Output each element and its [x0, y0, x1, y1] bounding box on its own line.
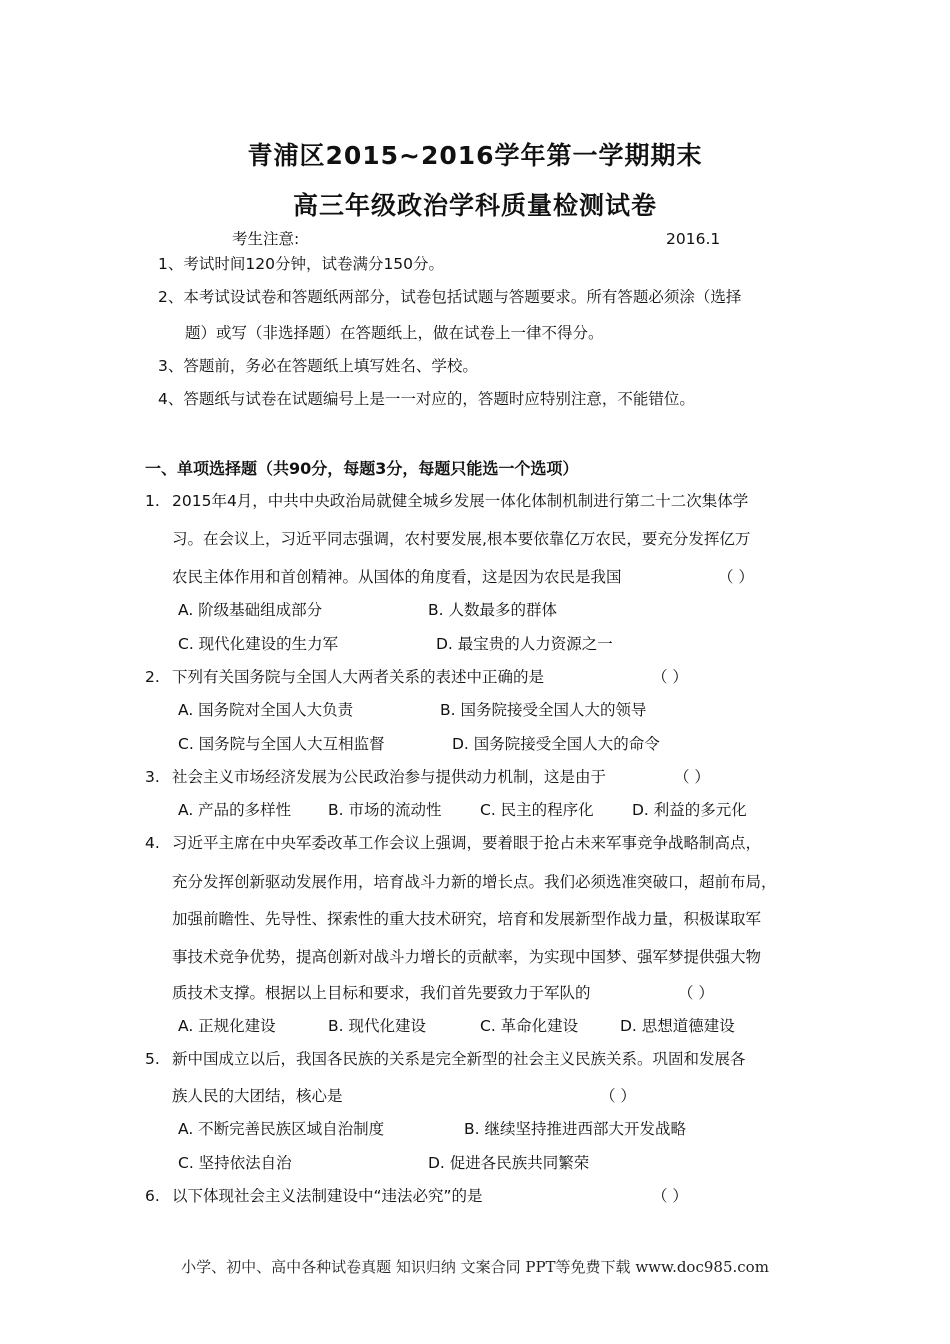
question-number: 2. [145, 668, 160, 686]
question-number: 3. [145, 768, 160, 786]
exam-title-line2: 高三年级政治学科质量检测试卷 [292, 191, 657, 220]
exam-title-line1: 青浦区2015~2016学年第一学期期末 [247, 141, 703, 170]
option-c: C. 民主的程序化 [480, 801, 594, 819]
option-c: C. 革命化建设 [480, 1017, 579, 1035]
option-c: C. 国务院与全国人大互相监督 [178, 735, 385, 753]
question-stem-line: 质技术支撑。根据以上目标和要求，我们首先要致力于军队的 [172, 984, 591, 1002]
question-number: 4. [145, 834, 160, 852]
question-number: 5. [145, 1050, 160, 1068]
option-a: A. 产品的多样性 [178, 801, 292, 819]
answer-bracket: （ ） [678, 984, 714, 1002]
question-number: 6. [145, 1187, 160, 1205]
question-stem-line: 以下体现社会主义法制建设中“违法必究”的是 [172, 1187, 483, 1205]
option-b: B. 现代化建设 [328, 1017, 426, 1035]
option-d: D. 思想道德建设 [620, 1017, 735, 1035]
option-a: A. 不断完善民族区域自治制度 [178, 1120, 385, 1138]
option-d: D. 国务院接受全国人大的命令 [452, 735, 660, 753]
question-stem-line: 事技术竞争优势，提高创新对战斗力增长的贡献率，为实现中国梦、强军梦提供强大物 [172, 948, 762, 966]
question-stem-line: 新中国成立以后，我国各民族的关系是完全新型的社会主义民族关系。巩固和发展各 [172, 1050, 746, 1068]
option-c: C. 现代化建设的生力军 [178, 635, 339, 653]
option-b: B. 国务院接受全国人大的领导 [440, 701, 647, 719]
option-c: C. 坚持依法自治 [178, 1154, 292, 1172]
notice-label: 考生注意: [232, 230, 300, 248]
question-stem-line: 习。在会议上，习近平同志强调，农村要发展,根本要依靠亿万农民，要充分发挥亿万 [172, 530, 751, 548]
footer-note: 小学、初中、高中各种试卷真题 知识归纳 文案合同 PPT等免费下载 www.doc985.com [181, 1258, 769, 1276]
notice-item: 4、答题纸与试卷在试题编号上是一一对应的，答题时应特别注意，不能错位。 [158, 390, 695, 408]
option-b: B. 人数最多的群体 [428, 601, 557, 619]
answer-bracket: （ ） [652, 668, 688, 686]
answer-bracket: （ ） [718, 568, 754, 586]
question-stem-line: 充分发挥创新驱动发展作用，培育战斗力新的增长点。我们必须选准突破口，超前布局， [172, 873, 777, 891]
question-stem-line: 习近平主席在中央军委改革工作会议上强调，要着眼于抢占未来军事竞争战略制高点， [172, 834, 762, 852]
section-heading: 一、单项选择题（共90分，每题3分，每题只能选一个选项） [145, 459, 579, 478]
question-stem-line: 族人民的大团结，核心是 [172, 1087, 343, 1105]
question-stem-line: 社会主义市场经济发展为公民政治参与提供动力机制，这是由于 [172, 768, 607, 786]
option-d: D. 利益的多元化 [632, 801, 747, 819]
option-a: A. 阶级基础组成部分 [178, 601, 323, 619]
question-stem-line: 2015年4月，中共中央政治局就健全城乡发展一体化体制机制进行第二十二次集体学 [172, 492, 749, 510]
exam-date: 2016.1 [666, 230, 721, 248]
option-a: A. 正规化建设 [178, 1017, 276, 1035]
answer-bracket: （ ） [674, 768, 710, 786]
option-b: B. 继续坚持推进西部大开发战略 [464, 1120, 686, 1138]
notice-item: 3、答题前，务必在答题纸上填写姓名、学校。 [158, 357, 478, 375]
notice-item: 题）或写（非选择题）在答题纸上，做在试卷上一律不得分。 [185, 324, 604, 342]
question-stem-line: 下列有关国务院与全国人大两者关系的表述中正确的是 [172, 668, 545, 686]
answer-bracket: （ ） [652, 1187, 688, 1205]
answer-bracket: （ ） [600, 1087, 636, 1105]
notice-item: 2、本考试设试卷和答题纸两部分，试卷包括试题与答题要求。所有答题必须涂（选择 [158, 288, 742, 306]
question-stem-line: 农民主体作用和首创精神。从国体的角度看，这是因为农民是我国 [172, 568, 622, 586]
question-stem-line: 加强前瞻性、先导性、探索性的重大技术研究，培育和发展新型作战力量，积极谋取军 [172, 910, 762, 928]
option-b: B. 市场的流动性 [328, 801, 442, 819]
notice-item: 1、考试时间120分钟，试卷满分150分。 [158, 255, 445, 273]
option-d: D. 最宝贵的人力资源之一 [436, 635, 613, 653]
option-d: D. 促进各民族共同繁荣 [428, 1154, 590, 1172]
question-number: 1. [145, 492, 160, 510]
option-a: A. 国务院对全国人大负责 [178, 701, 354, 719]
